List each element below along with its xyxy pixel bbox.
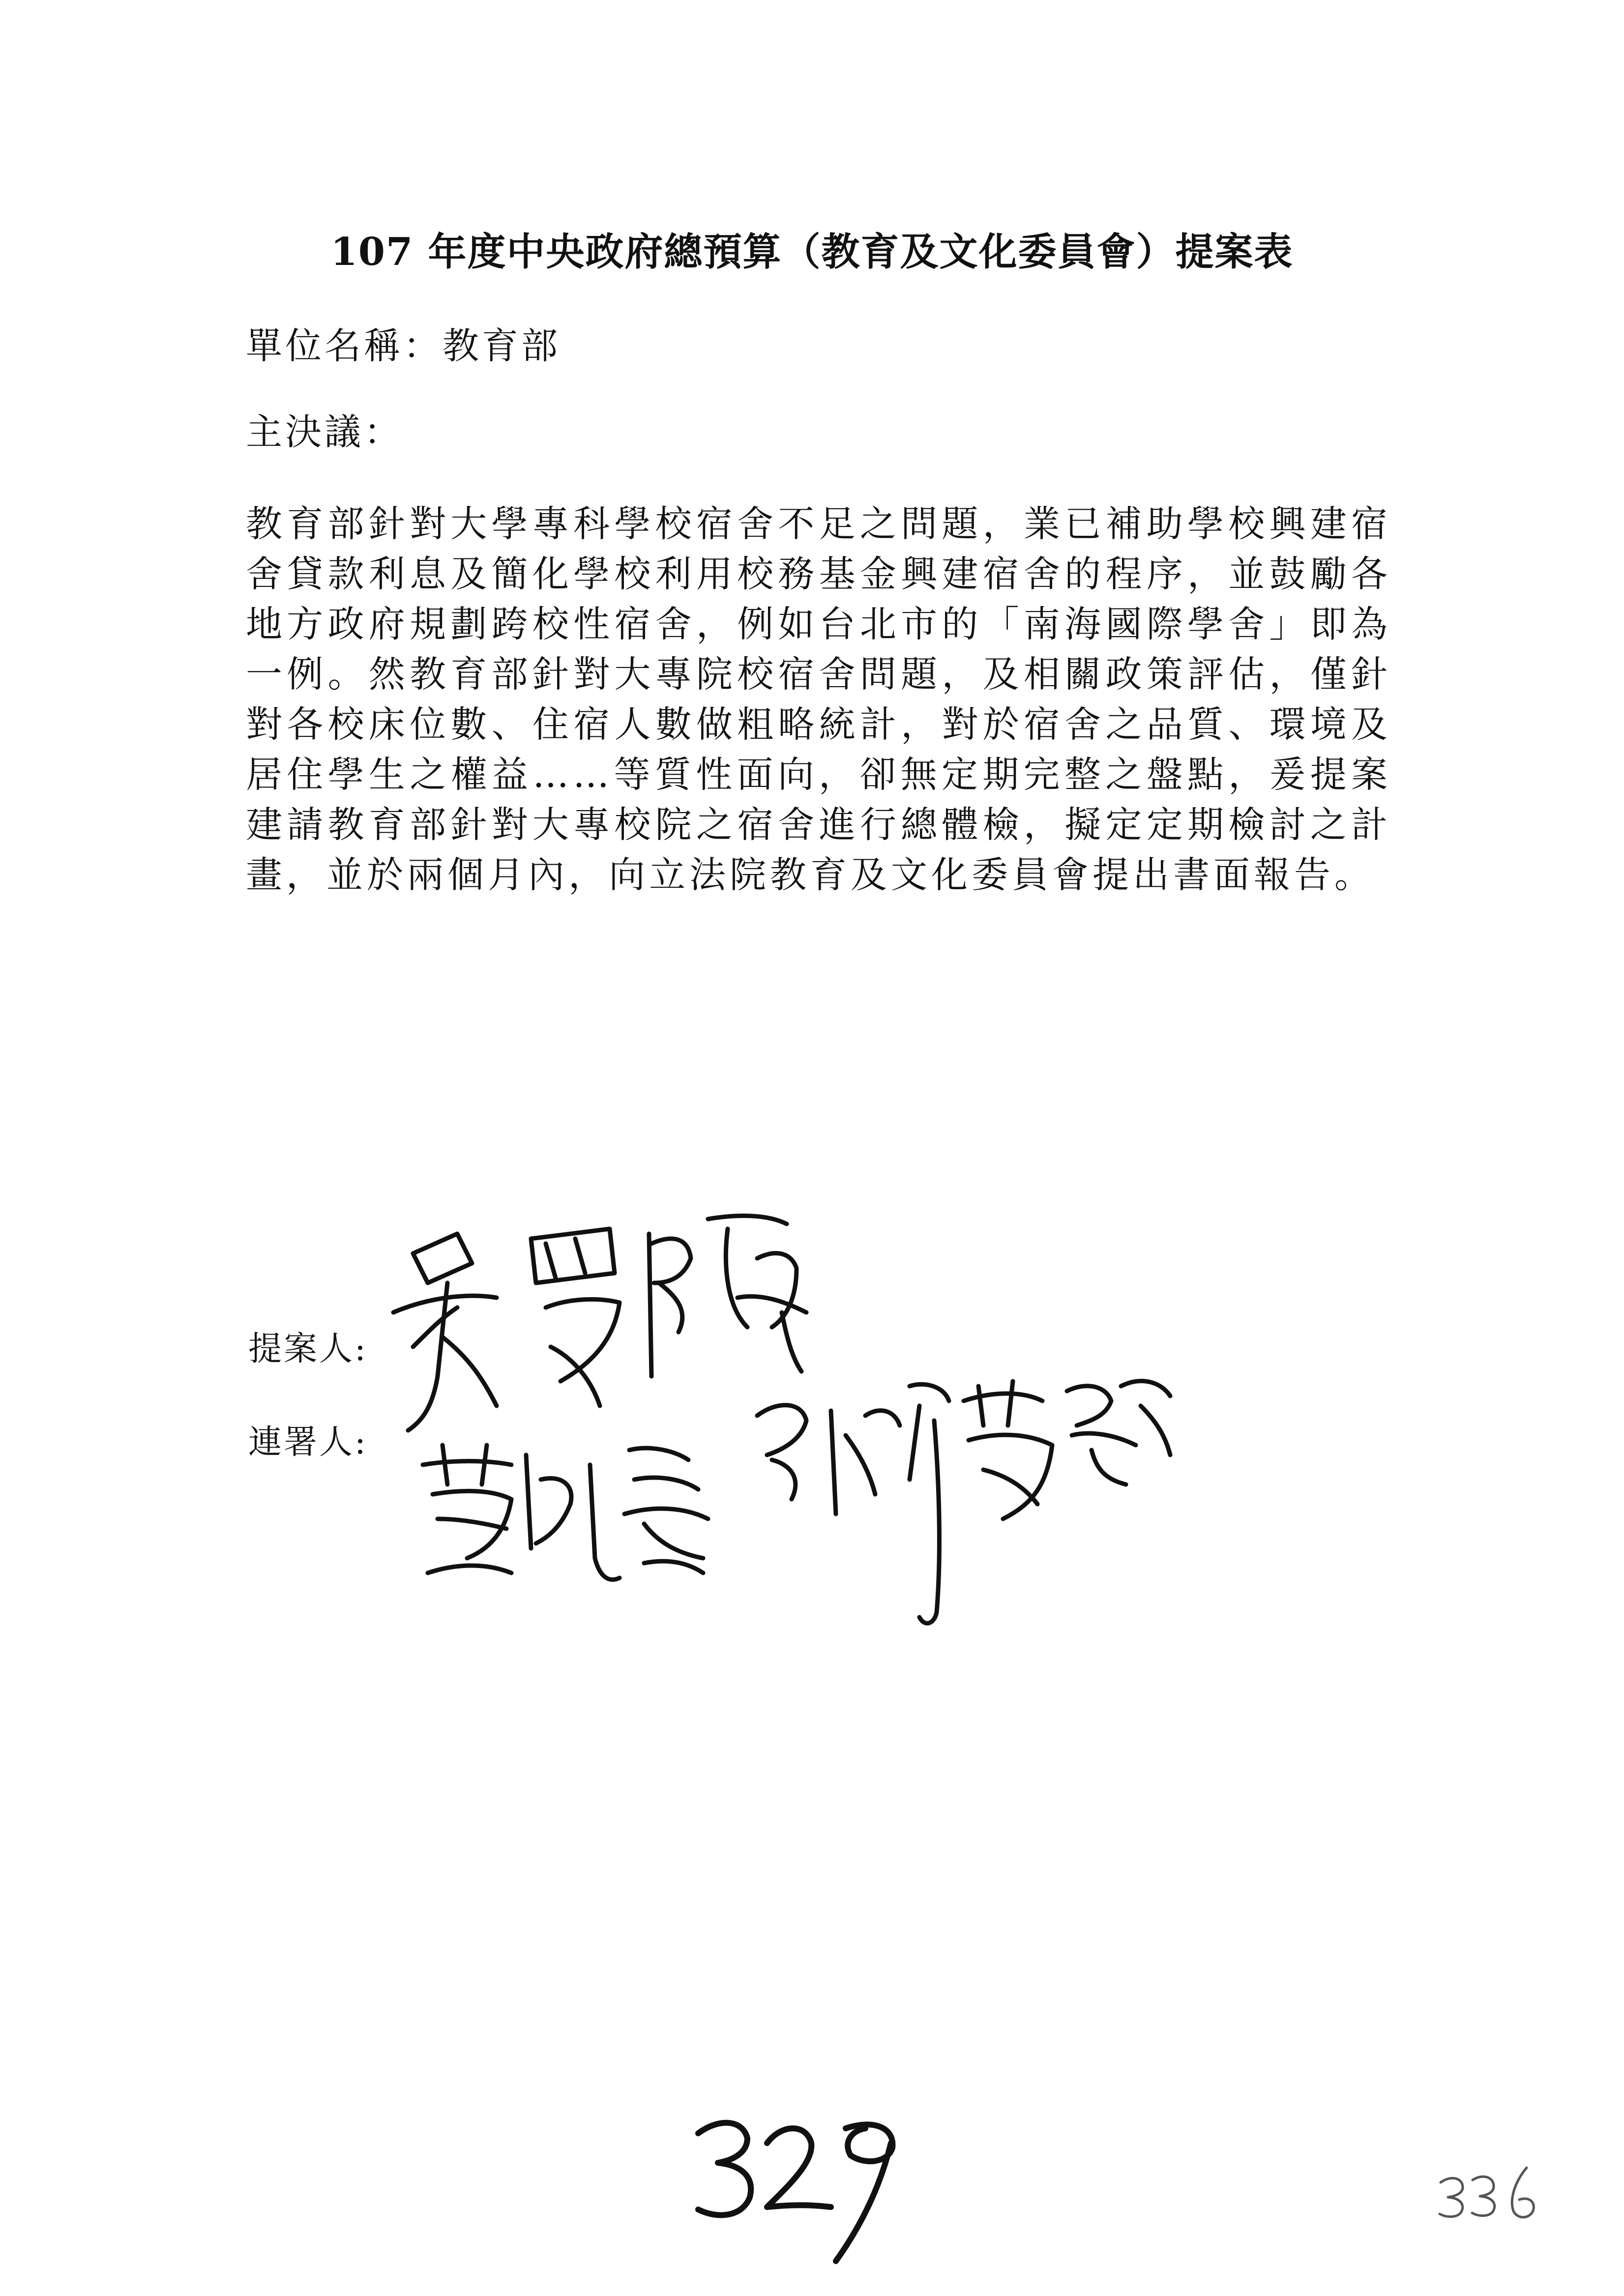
handwritten-corner-number <box>1436 2163 1544 2229</box>
resolution-body: 教育部針對大學專科學校宿舍不足之問題，業已補助學校興建宿舍貸款利息及簡化學校利用校務基金興建宿舍的程序，並鼓勵各地方政府規劃跨校性宿舍，例如台北市的「南海國際學舍」即為一例。然教育部針對大專院校宿舍問題，及相關政策評估，僅針對各校床位數、住宿人數做粗略統計，對於宿舍之品質、環境及居住學生之權益……等質性面向，卻無定期完整之盤點，爰提案建請教育部針對大專校院之宿舍進行總體檢，擬定定期檢討之計畫，並於兩個月內，向立法院教育及文化委員會提出書面報告。 <box>246 503 1391 896</box>
cosigner-signature-1 <box>413 1435 718 1593</box>
cosigner-signature-2 <box>747 1357 1190 1632</box>
unit-line: 單位名稱：教育部 <box>246 325 561 367</box>
proposer-label: 提案人: <box>248 1330 368 1368</box>
handwritten-page-number <box>688 2104 905 2268</box>
document-title: 107 年度中央政府總預算（教育及文化委員會）提案表 <box>330 230 1294 274</box>
cosigner-label: 連署人: <box>248 1423 368 1462</box>
resolution-label: 主決議： <box>246 411 403 453</box>
